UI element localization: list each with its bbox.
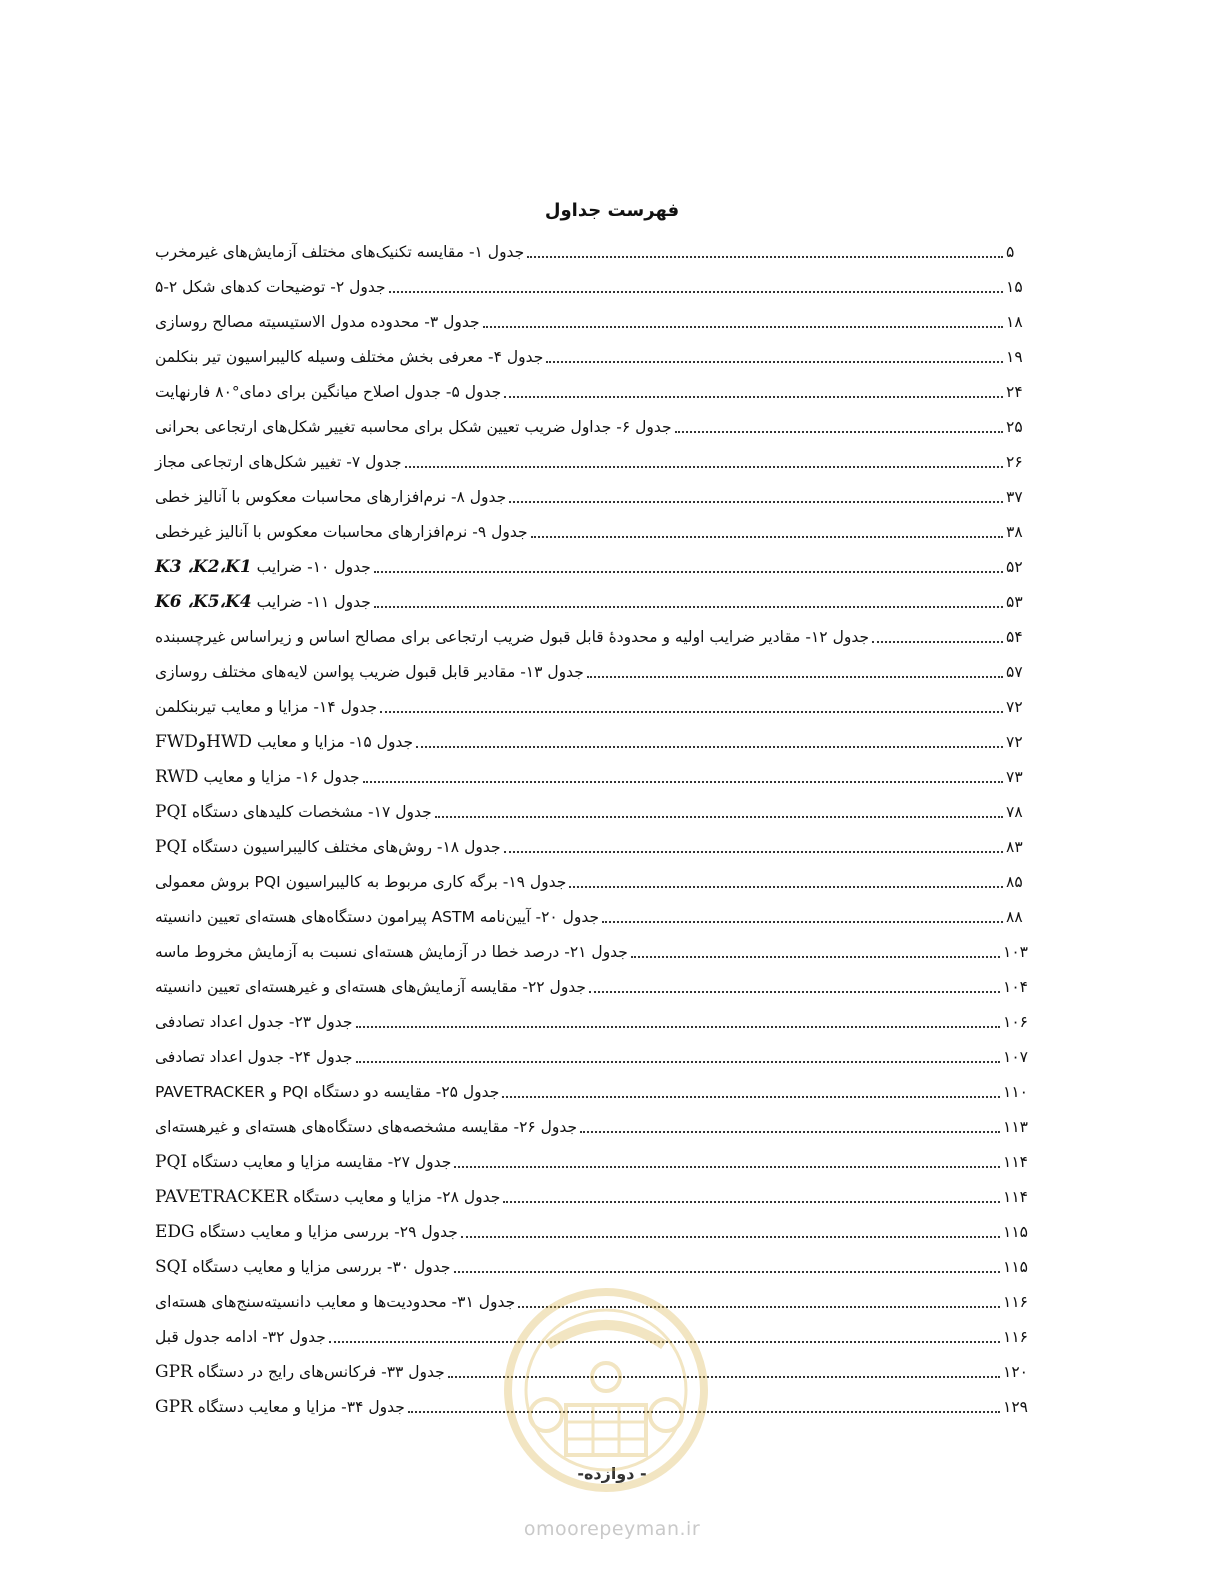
toc-entry[interactable] [155, 339, 1028, 374]
toc-entry-page-number: ۸۸ [1006, 907, 1023, 926]
toc-dot-leader [374, 571, 1003, 573]
toc-entry[interactable] [155, 584, 1028, 619]
toc-dot-leader [454, 1271, 1001, 1273]
toc-entry-latin-term: PQI [155, 836, 188, 857]
toc-entry-page-number: ۱۱۵ [1003, 1222, 1028, 1241]
toc-entry-label: جدول ۴- معرفی بخش مختلف وسیله کالیبراسیون تیر بنکلمن [155, 347, 544, 366]
toc-entry-label: جدول ۳۳- فرکانس‌های رایج در دستگاه [197, 1362, 445, 1381]
toc-entry[interactable] [155, 1179, 1028, 1214]
toc-entry-latin-term: FWDوHWD [155, 731, 253, 752]
toc-entry-title [155, 278, 386, 296]
toc-entry-page-number: ۱۲۹ [1003, 1397, 1028, 1416]
toc-dot-leader [518, 1306, 1000, 1308]
toc-entry-page-number: ۱۰۳ [1003, 942, 1028, 961]
toc-entry-title [155, 1293, 515, 1311]
toc-entry[interactable] [155, 1074, 1028, 1109]
toc-entry-title [155, 557, 371, 577]
toc-dot-leader [483, 326, 1003, 328]
toc-dot-leader [502, 1096, 1000, 1098]
toc-entry-label: جدول ۳۰- بررسی مزایا و معایب دستگاه [192, 1257, 451, 1276]
toc-dot-leader [389, 291, 1003, 293]
toc-entry[interactable] [155, 479, 1028, 514]
toc-entry-title [155, 383, 501, 401]
toc-entry-label: جدول ۱۰- ضرایب [256, 557, 371, 576]
toc-entry-title [155, 418, 672, 436]
toc-dot-leader [504, 851, 1003, 853]
toc-entry-title [155, 943, 628, 961]
toc-entry-page-number: ۵۲ [1006, 557, 1023, 576]
toc-dot-leader [356, 1026, 1001, 1028]
toc-entry-label: جدول ۱۱- ضرایب [256, 592, 371, 611]
toc-entry-label: جدول ۳۴- مزایا و معایب دستگاه [197, 1397, 405, 1416]
toc-entry-title [155, 732, 413, 752]
toc-entry-page-number: ۷۲ [1006, 697, 1023, 716]
toc-entry-title [155, 488, 506, 506]
toc-entry-title [155, 1257, 451, 1277]
toc-entry[interactable] [155, 409, 1028, 444]
toc-entry-page-number: ۱۵ [1006, 277, 1023, 296]
toc-dot-leader [416, 746, 1003, 748]
toc-entry-label: جدول ۲۰- آیین‌نامه ASTM پیرامون دستگاه‌های هسته‌ای تعیین دانسیته [155, 907, 600, 926]
toc-entry[interactable] [155, 444, 1028, 479]
toc-entry[interactable] [155, 829, 1028, 864]
toc-dot-leader [587, 676, 1003, 678]
toc-entry-latin-term: PAVETRACKER [155, 1186, 289, 1207]
toc-entry-page-number: ۲۵ [1006, 417, 1023, 436]
watermark-url: omoorepeyman.ir [523, 1518, 701, 1540]
toc-entry[interactable] [155, 969, 1028, 1004]
toc-entry-page-number: ۵۳ [1006, 592, 1023, 611]
toc-entry-title [155, 802, 432, 822]
toc-entry-label: جدول ۱۸- روش‌های مختلف کالیبراسیون دستگاه [192, 837, 501, 856]
toc-dot-leader [408, 1411, 1000, 1413]
toc-entry-label: جدول ۹- نرم‌افزارهای محاسبات معکوس با آنالیز غیرخطی [155, 522, 528, 541]
toc-entry[interactable] [155, 1249, 1028, 1284]
toc-entry-label: جدول ۱۷- مشخصات کلیدهای دستگاه [192, 802, 432, 821]
toc-entry[interactable] [155, 269, 1028, 304]
toc-entry[interactable] [155, 1354, 1028, 1389]
toc-entry-title [155, 1187, 500, 1207]
toc-entry-label: جدول ۱۵- مزایا و معایب [257, 732, 414, 751]
toc-entry-latin-term: EDG [155, 1221, 195, 1242]
toc-entry[interactable] [155, 304, 1028, 339]
toc-entry[interactable] [155, 1004, 1028, 1039]
toc-entry-page-number: ۱۱۴ [1003, 1152, 1028, 1171]
toc-entry-latin-term: GPR [155, 1396, 193, 1417]
toc-entry-label: جدول ۲۷- مقایسه مزایا و معایب دستگاه [192, 1152, 452, 1171]
toc-entry-page-number: ۳۷ [1006, 487, 1023, 506]
toc-entry-label: جدول ۱- مقایسه تکنیک‌های مختلف آزمایش‌های غیرمخرب [155, 242, 525, 261]
toc-entry-title [155, 873, 566, 891]
toc-dot-leader [602, 921, 1003, 923]
toc-entry-title [155, 453, 402, 471]
toc-entry-page-number: ۵۴ [1006, 627, 1023, 646]
toc-entry-title [155, 663, 584, 681]
toc-dot-leader [546, 361, 1003, 363]
toc-dot-leader [435, 816, 1003, 818]
toc-entry-page-number: ۱۱۵ [1003, 1257, 1028, 1276]
toc-entry-page-number: ۲۶ [1006, 452, 1023, 471]
toc-dot-leader [405, 466, 1003, 468]
toc-entry-page-number: ۸۳ [1006, 837, 1023, 856]
toc-entry-label: جدول ۱۲- مقادیر ضرایب اولیه و محدودهٔ قابل قبول ضریب ارتجاعی برای مصالح اساس و زیراساس غیرچسبنده [155, 627, 870, 646]
toc-entry-latin-term: GPR [155, 1361, 193, 1382]
toc-entry-page-number: ۱۹ [1006, 347, 1023, 366]
toc-entry[interactable] [155, 1109, 1028, 1144]
toc-entry-latin-term: PQI [155, 801, 188, 822]
toc-entry[interactable] [155, 654, 1028, 689]
toc-entry-label: جدول ۲- توضیحات کدهای شکل ۲-۵ [155, 277, 386, 296]
toc-entry-title [155, 978, 586, 996]
toc-dot-leader [675, 431, 1003, 433]
toc-entry-label: جدول ۳- محدوده مدول الاستیسیته مصالح روسازی [155, 312, 480, 331]
toc-entry[interactable] [155, 689, 1028, 724]
toc-entry-label: جدول ۶- جداول ضریب تعیین شکل برای محاسبه تغییر شکل‌های ارتجاعی بحرانی [155, 417, 672, 436]
toc-entry-latin-term: K3 ،K2،K1 [155, 556, 252, 577]
toc-entry-title [155, 1152, 451, 1172]
toc-entry-label: جدول ۲۱- درصد خطا در آزمایش هسته‌ای نسبت به آزمایش مخروط ماسه [155, 942, 628, 961]
toc-entry-title [155, 592, 371, 612]
toc-dot-leader [461, 1236, 1000, 1238]
toc-entry-label: جدول ۲۹- بررسی مزایا و معایب دستگاه [199, 1222, 458, 1241]
toc-entry-label: جدول ۸- نرم‌افزارهای محاسبات معکوس با آنالیز خطی [155, 487, 507, 506]
toc-dot-leader [531, 536, 1003, 538]
toc-entry-title [155, 698, 377, 716]
toc-entry-title [155, 348, 543, 366]
toc-entry[interactable] [155, 1284, 1028, 1319]
toc-entry-title [155, 908, 599, 926]
toc-entry-label: جدول ۲۲- مقایسه آزمایش‌های هسته‌ای و غیرهسته‌ای تعیین دانسیته [155, 977, 587, 996]
toc-dot-leader [454, 1166, 1000, 1168]
toc-entry[interactable] [155, 1039, 1028, 1074]
toc-dot-leader [872, 641, 1003, 643]
toc-entry[interactable] [155, 374, 1028, 409]
toc-entry-latin-term: RWD [155, 766, 199, 787]
toc-dot-leader [527, 256, 1003, 258]
toc-entry-title [155, 1048, 353, 1066]
toc-entry-page-number: ۱۰۴ [1003, 977, 1028, 996]
toc-entry[interactable] [155, 619, 1028, 654]
toc-entry-title [155, 767, 360, 787]
toc-entry-title [155, 1397, 405, 1417]
toc-entry-label: جدول ۲۴- جدول اعداد تصادفی [155, 1047, 353, 1066]
toc-entry-label: جدول ۱۶- مزایا و معایب [203, 767, 360, 786]
toc-entry-title [155, 523, 528, 541]
toc-dot-leader [589, 991, 1000, 993]
toc-entry[interactable] [155, 1214, 1028, 1249]
toc-dot-leader [580, 1131, 1000, 1133]
toc-entry-page-number: ۷۳ [1006, 767, 1023, 786]
toc-entry-label: جدول ۳۱- محدودیت‌ها و معایب دانسیته‌سنج‌های هسته‌ای [155, 1292, 516, 1311]
page-title: فهرست جداول [544, 200, 680, 221]
toc-entry-label: جدول ۱۹- برگه کاری مربوط به کالیبراسیون PQI بروش معمولی [155, 872, 567, 891]
toc-entry-label: جدول ۲۸- مزایا و معایب دستگاه [293, 1187, 501, 1206]
toc-entry[interactable] [155, 1389, 1028, 1424]
toc-dot-leader [509, 501, 1003, 503]
toc-entry-page-number: ۷۲ [1006, 732, 1023, 751]
page-number-footer: - دوازده- [577, 1464, 647, 1483]
toc-entry-page-number: ۱۱۶ [1003, 1327, 1028, 1346]
toc-entry-title [155, 1083, 499, 1101]
toc-dot-leader [380, 711, 1003, 713]
toc-entry-label: جدول ۲۶- مقایسه مشخصه‌های دستگاه‌های هسته‌ای و غیرهسته‌ای [155, 1117, 578, 1136]
toc-entry-title [155, 243, 524, 261]
toc-entry[interactable] [155, 724, 1028, 759]
toc-dot-leader [631, 956, 1000, 958]
table-of-tables-list [155, 234, 1028, 1424]
toc-entry-label: جدول ۳۲- ادامه جدول قبل [155, 1327, 326, 1346]
toc-entry-latin-term: PQI [155, 1151, 188, 1172]
toc-entry-page-number: ۲۴ [1006, 382, 1023, 401]
toc-entry-page-number: ۵۷ [1006, 662, 1023, 681]
toc-entry-page-number: ۱۰۶ [1003, 1012, 1028, 1031]
toc-entry-page-number: ۸۵ [1006, 872, 1023, 891]
toc-entry[interactable] [155, 899, 1028, 934]
toc-entry[interactable] [155, 1144, 1028, 1179]
toc-entry-page-number: ۷۸ [1006, 802, 1023, 821]
toc-dot-leader [503, 1201, 1000, 1203]
toc-entry-page-number: ۱۰۷ [1003, 1047, 1028, 1066]
toc-dot-leader [356, 1061, 1001, 1063]
toc-entry-latin-term: SQI [155, 1256, 188, 1277]
toc-entry-label: جدول ۵- جدول اصلاح میانگین برای دمای°۸۰ فارنهایت [155, 382, 502, 401]
toc-dot-leader [363, 781, 1003, 783]
toc-entry[interactable] [155, 514, 1028, 549]
toc-entry-label: جدول ۱۴- مزایا و معایب تیربنکلمن [155, 697, 378, 716]
toc-dot-leader [329, 1341, 1000, 1343]
toc-entry-title [155, 1013, 353, 1031]
toc-entry-title [155, 837, 501, 857]
toc-entry[interactable] [155, 864, 1028, 899]
toc-dot-leader [569, 886, 1003, 888]
toc-entry[interactable] [155, 794, 1028, 829]
toc-entry-title [155, 1328, 326, 1346]
toc-entry-label: جدول ۲۵- مقایسه دو دستگاه PQI و PAVETRACKER [155, 1082, 500, 1101]
toc-entry-page-number: ۱۸ [1006, 312, 1023, 331]
toc-entry-title [155, 313, 480, 331]
toc-dot-leader [448, 1376, 1000, 1378]
toc-entry[interactable] [155, 759, 1028, 794]
toc-entry[interactable] [155, 549, 1028, 584]
toc-entry-label: جدول ۲۳- جدول اعداد تصادفی [155, 1012, 353, 1031]
toc-entry-title [155, 1118, 577, 1136]
toc-entry-title [155, 1362, 445, 1382]
toc-entry-title [155, 628, 869, 646]
toc-entry-label: جدول ۷- تغییر شکل‌های ارتجاعی مجاز [155, 452, 402, 471]
toc-entry-page-number: ۱۱۶ [1003, 1292, 1028, 1311]
toc-entry-page-number: ۳۸ [1006, 522, 1023, 541]
toc-entry-page-number: ۵ [1006, 242, 1015, 261]
toc-entry-title [155, 1222, 458, 1242]
toc-entry-page-number: ۱۱۳ [1003, 1117, 1028, 1136]
toc-dot-leader [374, 606, 1003, 608]
toc-entry[interactable] [155, 234, 1028, 269]
toc-entry-latin-term: K6 ،K5،K4 [155, 591, 252, 612]
toc-entry-page-number: ۱۱۰ [1003, 1082, 1028, 1101]
toc-entry[interactable] [155, 1319, 1028, 1354]
toc-entry[interactable] [155, 934, 1028, 969]
toc-entry-page-number: ۱۲۰ [1003, 1362, 1028, 1381]
toc-dot-leader [504, 396, 1003, 398]
toc-entry-label: جدول ۱۳- مقادیر قابل قبول ضریب پواسن لایه‌های مختلف روسازی [155, 662, 584, 681]
toc-entry-page-number: ۱۱۴ [1003, 1187, 1028, 1206]
